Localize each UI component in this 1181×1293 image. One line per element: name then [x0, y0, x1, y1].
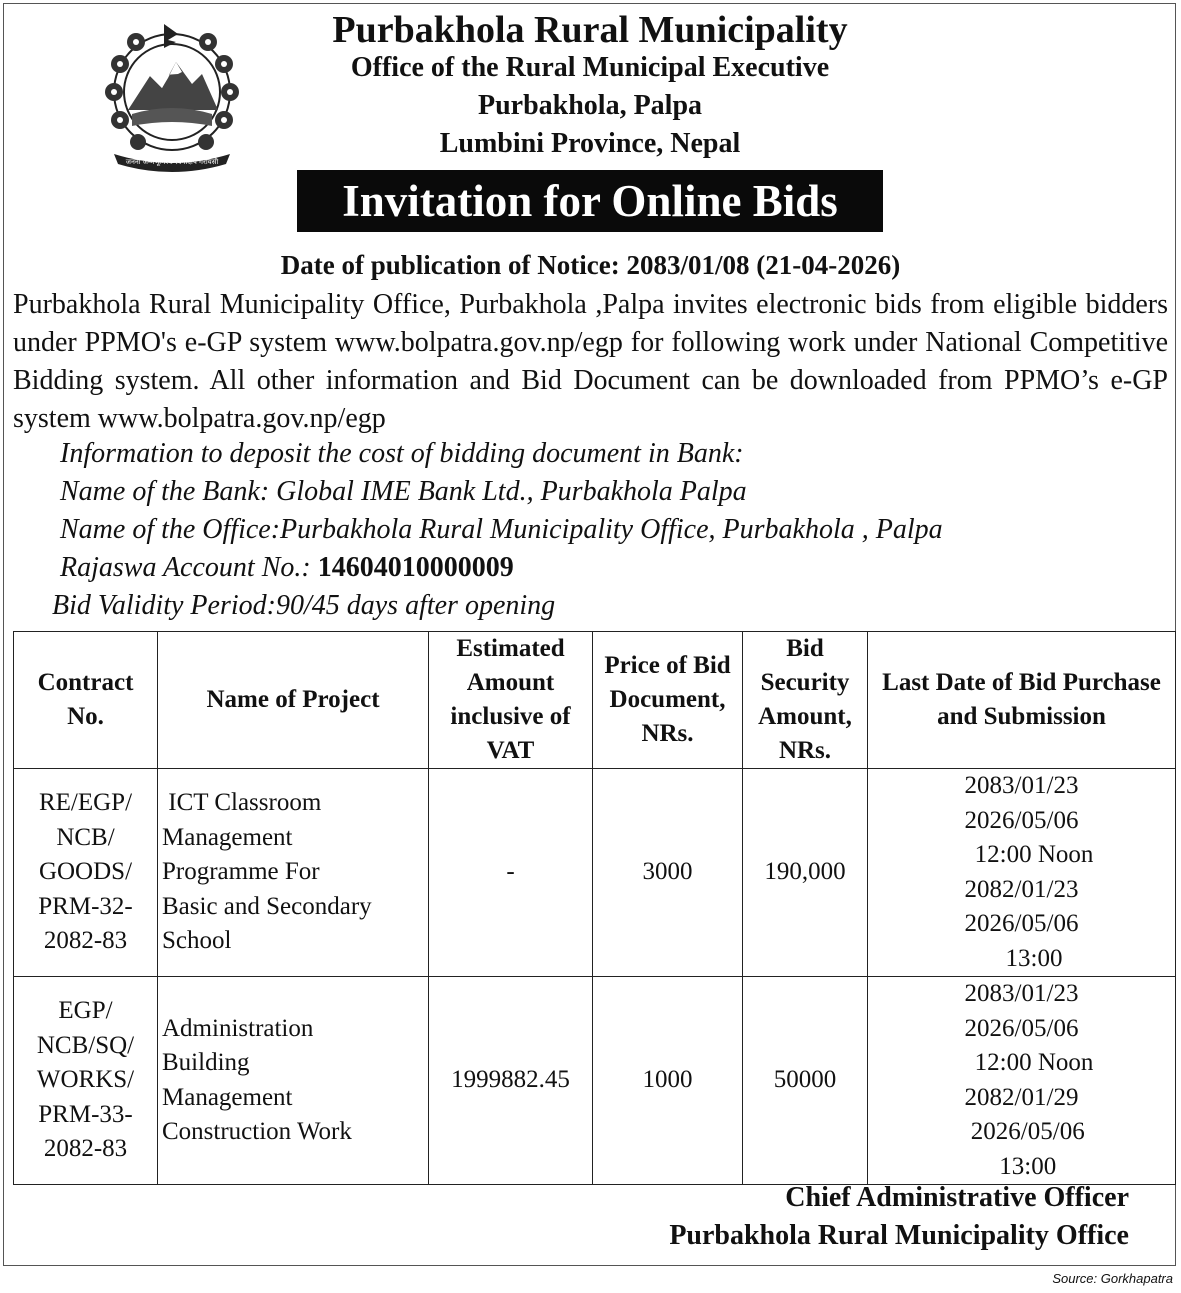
header-project-name: Name of Project	[158, 632, 429, 769]
estimated-amount-cell: 1999882.45	[429, 977, 593, 1185]
project-name-cell: ICT Classroom Management Programme For Basic and Secondary School	[158, 769, 429, 977]
emblem-motto: जननी जन्मभूमिश्च स्वर्गादपि गरीयसी	[125, 158, 219, 166]
account-row	[60, 552, 514, 584]
publication-date: Date of publication of Notice: 2083/01/08 (21-04-2026)	[280, 250, 901, 280]
last-date-cell: 2083/01/23 2026/05/06 12:00 Noon 2082/01/23 2026/05/06 13:00	[868, 769, 1176, 977]
bid-security-cell: 50000	[743, 977, 868, 1185]
office-account-name: Name of the Office:Purbakhola Rural Municipality Office, Purbakhola , Palpa	[60, 514, 943, 545]
header-bid-doc-price: Price of Bid Document, NRs.	[593, 632, 743, 769]
deposit-info-heading: Information to deposit the cost of bidding document in Bank:	[60, 438, 744, 469]
contract-no-cell: EGP/ NCB/SQ/ WORKS/ PRM-33- 2082-83	[14, 977, 158, 1185]
notice-title: Invitation for Online Bids	[297, 170, 883, 232]
account-number: 14604010000009	[317, 552, 514, 583]
province: Lumbini Province, Nepal	[439, 128, 741, 159]
account-label: Rajaswa Account No.:	[60, 552, 311, 583]
nepal-emblem-icon	[92, 14, 252, 174]
header-contract-no: Contract No.	[14, 632, 158, 769]
header-estimated-amount: Estimated Amount inclusive of VAT	[429, 632, 593, 769]
office-name: Office of the Rural Municipal Executive	[350, 52, 830, 83]
bid-security-cell: 190,000	[743, 769, 868, 977]
bid-doc-price-cell: 1000	[593, 977, 743, 1185]
signatory-office: Purbakhola Rural Municipality Office	[669, 1220, 1129, 1251]
table-header-row	[14, 632, 1176, 769]
municipality-name: Purbakhola Rural Municipality	[332, 9, 848, 51]
intro-paragraph: Purbakhola Rural Municipality Office, Purbakhola ,Palpa invites electronic bids from eligible bidders under PPMO's e-GP system www.bolpatra.gov.np/egp for following work under National Competitive Bidding system. All other information and Bid Document can be downloaded from PPMO’s e-GP system www.bolpatra.gov.np/egp	[13, 289, 1168, 434]
contract-no-cell: RE/EGP/ NCB/ GOODS/ PRM-32- 2082-83	[14, 769, 158, 977]
office-location: Purbakhola, Palpa	[477, 90, 703, 121]
bank-name: Name of the Bank: Global IME Bank Ltd., Purbakhola Palpa	[60, 476, 747, 507]
bid-validity: Bid Validity Period:90/45 days after opening	[52, 590, 556, 621]
table-row	[14, 769, 1176, 977]
project-name-cell: Administration Building Management Construction Work	[158, 977, 429, 1185]
signatory-title: Chief Administrative Officer	[785, 1182, 1129, 1213]
header-bid-security: Bid Security Amount, NRs.	[743, 632, 868, 769]
bids-table	[13, 631, 1176, 1185]
table-row	[14, 977, 1176, 1185]
header-last-date: Last Date of Bid Purchase and Submission	[868, 632, 1176, 769]
estimated-amount-cell: -	[429, 769, 593, 977]
source-credit: Source: Gorkhapatra	[1052, 1271, 1173, 1286]
bid-doc-price-cell: 3000	[593, 769, 743, 977]
last-date-cell: 2083/01/23 2026/05/06 12:00 Noon 2082/01/29 2026/05/06 13:00	[868, 977, 1176, 1185]
